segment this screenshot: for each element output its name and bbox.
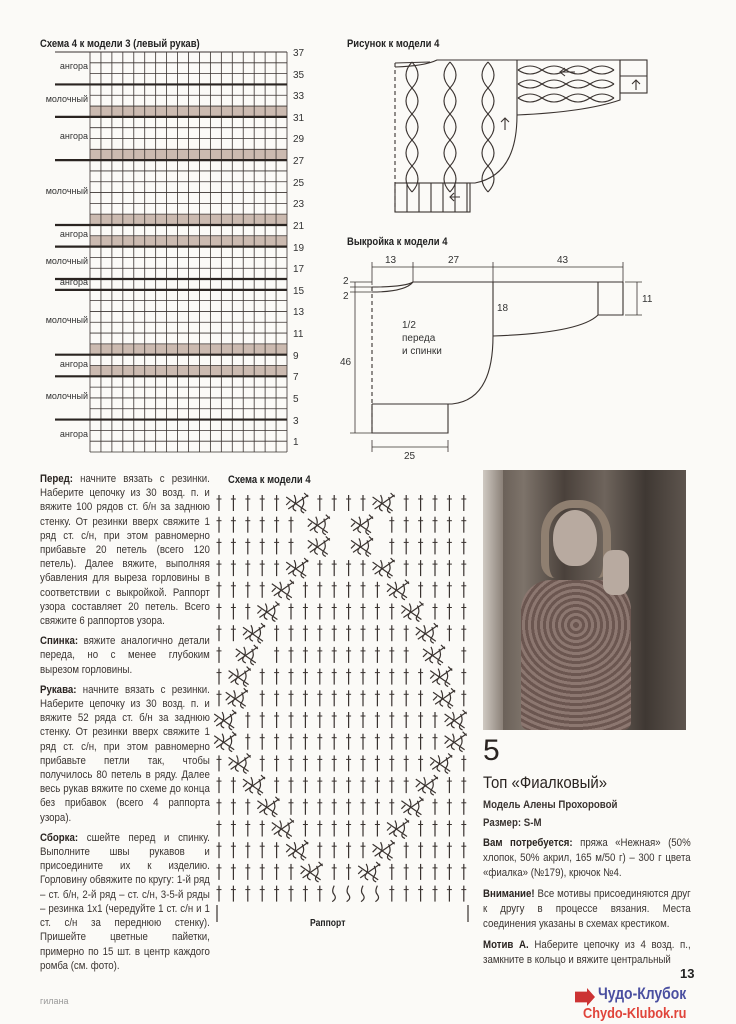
photo-pillar — [483, 470, 503, 730]
yarn-label: ангора — [59, 228, 88, 239]
row-number: 29 — [293, 134, 305, 146]
footer-left-text: гилана — [40, 996, 69, 1006]
row-number: 23 — [293, 199, 305, 211]
dim-neck-width: 13 — [385, 255, 397, 266]
back-paragraph — [40, 634, 210, 677]
model-size: Размер: S-M — [483, 817, 542, 829]
cross-stitch-motif — [214, 710, 236, 730]
cross-stitch-motif — [387, 819, 409, 839]
pattern4-title: Выкройка к модели 4 — [347, 236, 448, 248]
cross-stitch-motif — [358, 862, 380, 882]
cross-stitch-motif — [272, 580, 294, 600]
dim-shoulder: 27 — [448, 255, 460, 266]
cross-stitch-motif — [373, 558, 395, 578]
model-photo — [483, 470, 686, 730]
cross-stitch-motif — [430, 753, 452, 773]
yarn-label: ангора — [59, 61, 88, 72]
sc-stitch-symbol — [375, 886, 378, 902]
piece-label: 1/2 — [402, 320, 416, 331]
page-number: 13 — [680, 966, 695, 981]
sleeves-heading: Рукава: — [40, 683, 77, 696]
cross-stitch-motif — [286, 840, 308, 860]
yarn-label: ангора — [59, 277, 88, 288]
materials-text: пряжа «Нежная» (50% хлопок, 50% акрил, 165 м/50 г) – 300 г цвета «фиалка» (№179), крючок №4. — [483, 837, 691, 879]
cross-stitch-motif — [430, 667, 452, 687]
cross-stitch-motif — [272, 819, 294, 839]
motif-paragraph — [483, 938, 691, 968]
assembly-text: сшейте перед и спинку. Выполните швы рукавов и присоедините их к изделию. Горловину обвяжите по кругу: 1-й ряд – ст. б/н, 2-й ряд – ст. с/н, 3-5-й ряды – резинка 1х1 (чередуйте 1 ст. с/н и 1 ст. с/н за переднюю стенку). Пришейте цветные пайетки, примерно по 15 шт. в центр каждого ромба (см. фото). — [40, 831, 210, 972]
sc-stitch-symbol — [361, 886, 364, 902]
cross-stitch-motif — [236, 645, 258, 665]
front-heading: Перед: — [40, 473, 74, 485]
dim-sleeve: 43 — [557, 255, 569, 266]
cross-stitch-motif — [373, 493, 395, 513]
dim-neck-drop-1: 2 — [343, 276, 349, 287]
cross-stitch-motif — [433, 688, 455, 708]
row-number: 9 — [293, 350, 299, 362]
row-number: 5 — [293, 393, 299, 405]
attention-paragraph — [483, 887, 691, 932]
model-number: 5 — [483, 734, 500, 767]
cross-stitch-motif — [243, 623, 265, 643]
watermark-url: Chydo-Klubok.ru — [583, 1005, 687, 1022]
cross-stitch-motif — [401, 797, 423, 817]
yarn-label: молочный — [45, 390, 88, 401]
photo-top-garment — [521, 580, 631, 730]
crochet-chart-title: Схема к модели 4 — [228, 474, 311, 486]
materials-heading: Вам потребуется: — [483, 837, 573, 849]
piece-label: переда — [402, 333, 436, 344]
model-info-column — [483, 798, 691, 974]
cross-stitch-motif — [214, 732, 236, 752]
sc-stitch-symbol — [347, 886, 350, 902]
attention-text: Все мотивы присоединяются друг к другу в процессе вязания. Места соединения указаны в схемах крестиком. — [483, 888, 691, 930]
model-title: Топ «Фиалковый» — [483, 773, 608, 792]
model-author: Модель Алены Прохоровой — [483, 799, 618, 811]
row-number: 25 — [293, 177, 305, 189]
sleeves-paragraph — [40, 683, 210, 825]
cross-stitch-motif — [229, 667, 251, 687]
yarn-label: молочный — [45, 93, 88, 104]
repeat-label: Раппорт — [310, 918, 346, 929]
cross-stitch-motif — [401, 602, 423, 622]
cross-stitch-motif — [445, 710, 467, 730]
yarn-label: ангора — [59, 428, 88, 439]
row-number: 27 — [293, 156, 305, 168]
row-number: 1 — [293, 437, 299, 449]
cross-stitch-motif — [229, 753, 251, 773]
cross-stitch-motif — [257, 602, 279, 622]
row-number: 3 — [293, 415, 299, 427]
cross-stitch-motif — [416, 775, 438, 795]
cross-stitch-motif — [226, 688, 248, 708]
piece-label: и спинки — [402, 346, 442, 357]
back-heading: Спинка: — [40, 635, 79, 648]
yarn-label: ангора — [59, 358, 88, 369]
yarn-label: молочный — [45, 255, 88, 266]
dim-cuff: 11 — [642, 294, 653, 305]
yarn-label: молочный — [45, 185, 88, 196]
front-text: начните вязать с резинки. Наберите цепочку из 30 возд. п. и вяжите 100 рядов ст. б/н за заднюю стенку. От резинки вверх свяжите 1 ряд ст. с/н, при этом равномерно прибавьте 20 петель (всего 120 петель). Далее вяжите, выполняя убавления для выреза горловины в соответствии с выкройкой. Раппорт узора составляет 20 петель. Всего свяжите 6 раппортов узора. — [40, 473, 210, 628]
cross-stitch-motif — [387, 580, 409, 600]
photo-hand — [603, 550, 629, 595]
sleeves-text: начните вязать с резинки. Наберите цепочку из 30 возд. п. и вяжите 52 ряда ст. б/н за заднюю стенку. От резинки вверх свяжите 1 ряд ст. с/н, при этом равномерно прибавьте петли так, чтобы получилось 80 петель в ряду. Далее весь рукав вяжите по схеме до конца без прибавок (всего 4 раппорта узора). — [40, 683, 210, 824]
cross-stitch-motif — [301, 862, 323, 882]
drawing4-title: Рисунок к модели 4 — [347, 38, 440, 50]
cross-stitch-motif — [351, 515, 373, 535]
watermark-arrow-icon — [575, 988, 595, 1006]
yarn-label: молочный — [45, 315, 88, 326]
yarn-label: ангора — [59, 131, 88, 142]
dim-bottom: 25 — [404, 451, 416, 462]
photo-hair — [541, 500, 611, 578]
cross-stitch-motif — [286, 493, 308, 513]
cross-stitch-motif — [445, 732, 467, 752]
dim-armhole: 18 — [497, 303, 509, 314]
row-number: 19 — [293, 242, 305, 254]
cross-stitch-motif — [308, 515, 330, 535]
cross-stitch-motif — [423, 645, 445, 665]
row-number: 7 — [293, 372, 299, 384]
back-text: вяжите аналогично детали переда, но с менее глубоким вырезом горловины. — [40, 635, 210, 676]
row-number: 37 — [293, 48, 305, 59]
front-paragraph — [40, 472, 210, 628]
row-number: 33 — [293, 91, 305, 103]
cross-stitch-motif — [308, 536, 330, 556]
instructions-column — [40, 472, 210, 979]
cross-stitch-motif — [373, 840, 395, 860]
dim-neck-drop-2: 2 — [343, 291, 349, 302]
sc-stitch-symbol — [332, 886, 335, 902]
cross-stitch-motif — [416, 623, 438, 643]
attention-heading: Внимание! — [483, 888, 535, 900]
row-number: 11 — [293, 329, 304, 341]
row-number: 15 — [293, 285, 305, 297]
assembly-heading: Сборка: — [40, 831, 79, 844]
row-number: 31 — [293, 112, 305, 124]
row-number: 17 — [293, 264, 305, 276]
schema4-title: Схема 4 к модели 3 (левый рукав) — [40, 38, 200, 50]
materials-paragraph — [483, 836, 691, 881]
cross-stitch-motif — [351, 536, 373, 556]
row-number: 13 — [293, 307, 305, 319]
motif-heading: Мотив А. — [483, 939, 529, 951]
dim-length: 46 — [340, 357, 352, 368]
row-number: 21 — [293, 220, 305, 232]
assembly-paragraph — [40, 831, 210, 973]
row-number: 35 — [293, 69, 305, 81]
cross-stitch-motif — [257, 797, 279, 817]
cross-stitch-motif — [243, 775, 265, 795]
watermark-logo: Чудо-Клубок — [598, 984, 687, 1003]
cross-stitch-motif — [286, 558, 308, 578]
motif-text: Наберите цепочку из 4 возд. п., замкните в кольцо и вяжите центральный — [483, 939, 691, 966]
